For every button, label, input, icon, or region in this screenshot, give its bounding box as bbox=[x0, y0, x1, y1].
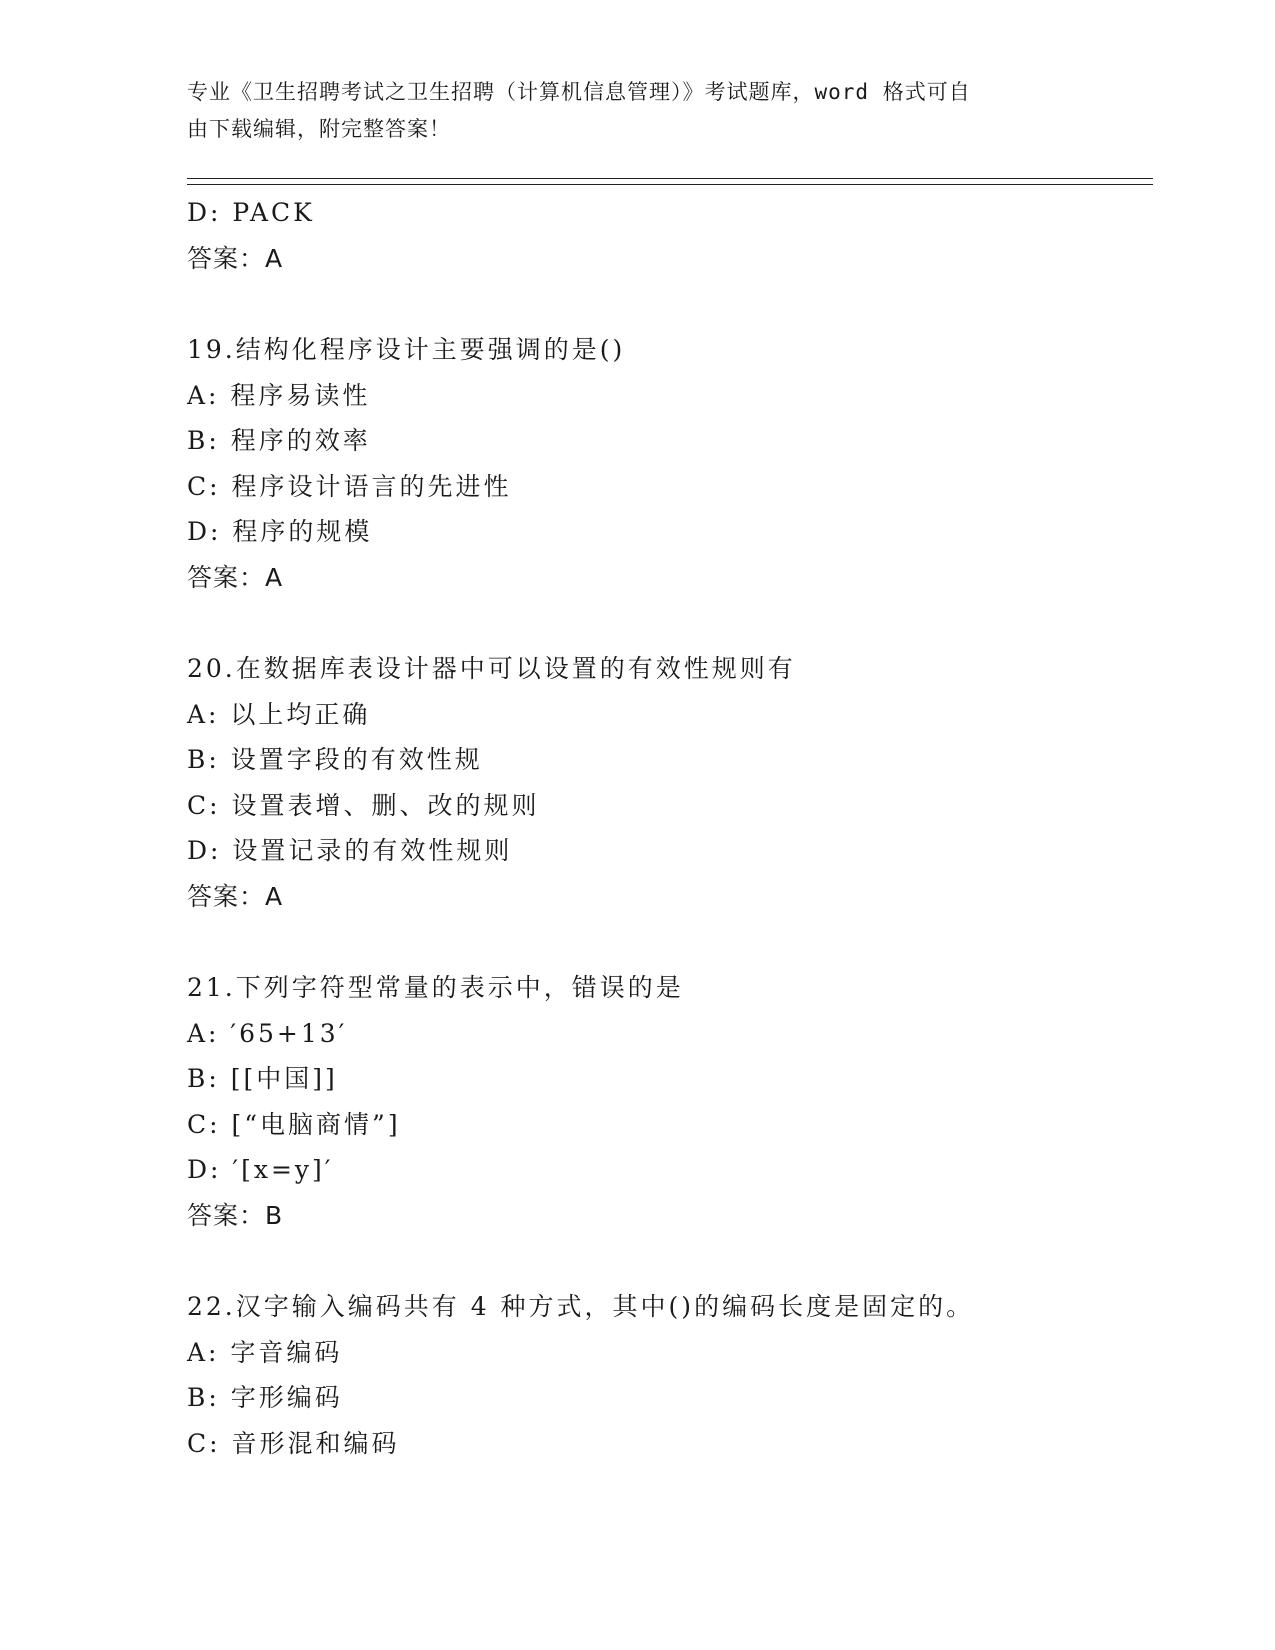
answer-line: 答案：A bbox=[187, 562, 284, 592]
question-stem: 21.下列字符型常量的表示中，错误的是 bbox=[187, 973, 684, 1002]
option-d: D: 设置记录的有效性规则 bbox=[187, 836, 513, 865]
question-20 bbox=[187, 646, 1147, 919]
answer-line: 答案：A bbox=[187, 243, 284, 273]
question-22 bbox=[187, 1284, 1147, 1466]
header-line-1: 专业《卫生招聘考试之卫生招聘（计算机信息管理）》考试题库，word 格式可自 bbox=[187, 80, 971, 104]
option-a: A: 以上均正确 bbox=[187, 699, 371, 729]
option-a: A: 程序易读性 bbox=[187, 380, 371, 410]
question-list bbox=[187, 190, 1147, 1466]
option-c: C: 音形混和编码 bbox=[187, 1428, 400, 1458]
option-c: C: 程序设计语言的先进性 bbox=[187, 471, 512, 501]
option-d: D: PACK bbox=[187, 198, 315, 227]
question-21 bbox=[187, 965, 1147, 1238]
document-header bbox=[187, 74, 1067, 148]
question-stem: 20.在数据库表设计器中可以设置的有效性规则有 bbox=[187, 654, 796, 683]
option-b: B: 设置字段的有效性规 bbox=[187, 745, 483, 774]
answer-line: 答案：A bbox=[187, 881, 284, 911]
option-b: B: 字形编码 bbox=[187, 1383, 343, 1412]
option-b: B: [[中国]] bbox=[187, 1064, 338, 1093]
option-a: A: ′65+13′ bbox=[187, 1018, 348, 1048]
option-b: B: 程序的效率 bbox=[187, 426, 371, 455]
option-a: A: 字音编码 bbox=[187, 1337, 343, 1367]
option-c: C: [“电脑商情”] bbox=[187, 1109, 401, 1139]
answer-line: 答案：B bbox=[187, 1200, 284, 1230]
question-stem: 19.结构化程序设计主要强调的是() bbox=[187, 335, 626, 364]
question-19 bbox=[187, 327, 1147, 600]
header-divider-bottom bbox=[187, 184, 1153, 185]
option-d: D: ′[x=y]′ bbox=[187, 1155, 334, 1184]
option-d: D: 程序的规模 bbox=[187, 517, 373, 546]
header-line-2: 由下载编辑，附完整答案！ bbox=[187, 117, 451, 141]
question-stem: 22.汉字输入编码共有 4 种方式，其中()的编码长度是固定的。 bbox=[187, 1292, 975, 1321]
header-divider-top bbox=[187, 178, 1153, 179]
option-c: C: 设置表增、删、改的规则 bbox=[187, 790, 540, 820]
